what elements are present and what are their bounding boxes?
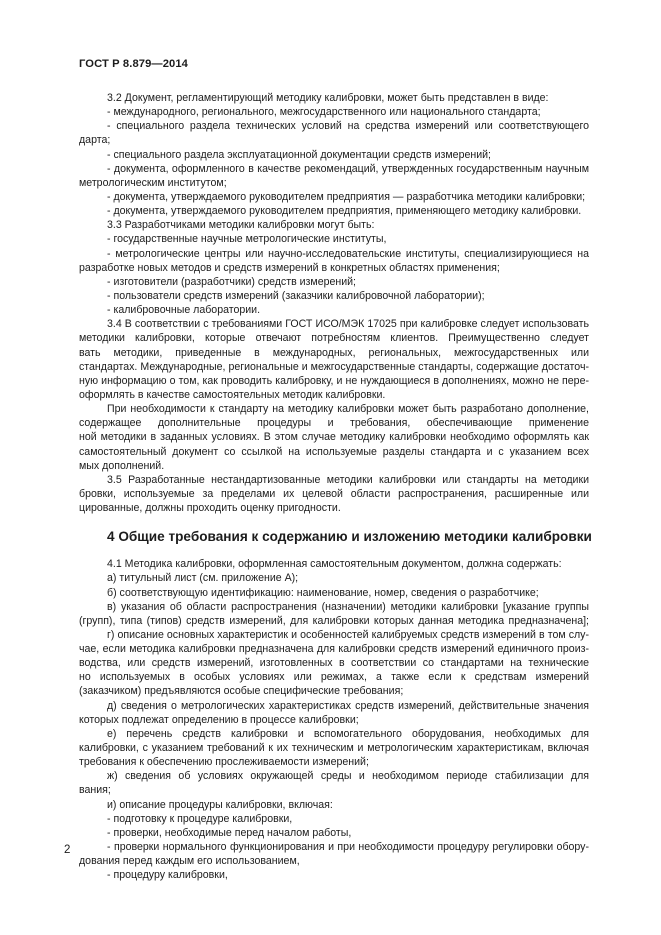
list-item: в) указания об области распространения (назначении) методики калибровки [указание группы xyxy=(107,600,589,613)
spacer xyxy=(79,548,589,557)
list-item: - документа, оформленного в качестве рекомендаций, утвержденных государственным научным xyxy=(107,162,589,175)
paragraph-line: вать методики, приведенные в международных, региональных, межгосударственных или xyxy=(79,346,589,359)
list-item: ж) сведения об условиях окружающей среды и необходимом периоде стабилизации для xyxy=(107,770,589,783)
paragraph-line: При необходимости к стандарту на методику калибровки может быть разработано дополнение, xyxy=(107,403,589,416)
paragraph-line: но используемых в особых условиях или режимах, а также если к средствам измерений xyxy=(79,671,589,684)
paragraph-line: цированные, должны проходить оценку пригодности. xyxy=(79,502,341,515)
paragraph-line: водства, или средств измерений, изготовленных в соответствии со стандартами на технические xyxy=(79,657,589,670)
list-item: г) описание основных характеристик и особенностей калибруемых средств измерений в том слу- xyxy=(107,628,589,641)
paragraph-line: дарта; xyxy=(79,134,111,147)
list-item: - документа, утверждаемого руководителем предприятия — разработчика методики калибровки; xyxy=(107,190,586,203)
paragraph-line: методики калибровки, которые отвечают потребностям клиентов. Преимущественно следует xyxy=(79,332,589,345)
paragraph-line: дования перед каждым его использованием, xyxy=(79,855,300,868)
paragraph-line: 3.3 Разработчиками методики калибровки могут быть: xyxy=(107,219,375,232)
paragraph-line: 4.1 Методика калибровки, оформленная самостоятельным документом, должна содержать: xyxy=(107,558,562,571)
paragraph-line: требования к обеспечению прослеживаемости измерений; xyxy=(79,756,369,769)
section-4 xyxy=(79,557,589,882)
paragraph-line: разработке новых методов и средств измерений в конкретных областях применения; xyxy=(79,261,500,274)
paragraph-line: вания; xyxy=(79,784,111,797)
list-item: - изготовители (разработчики) средств измерений; xyxy=(107,275,357,288)
paragraph-line: 3.2 Документ, регламентирующий методику калибровки, может быть представлен в виде: xyxy=(107,92,549,104)
list-item: - документа, утверждаемого руководителем предприятия, применяющего методику калибровки. xyxy=(107,205,582,218)
list-item: - специального раздела технических условий на средства измерений или соответствующего xyxy=(107,120,589,133)
section-4-heading: 4 Общие требования к содержанию и изложению методики калибровки xyxy=(107,529,592,545)
list-item: - пользователи средств измерений (заказчики калибровочной лаборатории); xyxy=(107,289,485,302)
list-item: - проверки нормального функционирования и при необходимости процедуру регулировки обору- xyxy=(107,841,589,854)
list-item: - процедуру калибровки, xyxy=(107,869,228,882)
list-item: - калибровочные лаборатории. xyxy=(107,304,261,317)
paragraph-line: 3.5 Разработанные нестандартизованные методики калибровки или стандарты на методики xyxy=(107,473,589,486)
document-body xyxy=(79,91,592,882)
list-item: а) титульный лист (см. приложение А); xyxy=(107,572,299,585)
paragraph-line: 3.4 В соответствии с требованиями ГОСТ ИСО/МЭК 17025 при калибровке следует использовать xyxy=(107,318,589,331)
paragraph-line: содержащее дополнительные процедуры и требования, обеспечивающие применение xyxy=(79,417,589,430)
page-number: 2 xyxy=(64,844,71,856)
spacer xyxy=(79,515,589,526)
section-3 xyxy=(79,91,589,515)
list-item: - метрологические центры или научно-исследовательские институты, специализирующиеся на xyxy=(107,247,589,260)
paragraph-line: (групп), типа (типов) средств измерений, для калибровки которых данная методика предназначена]; xyxy=(79,614,589,627)
document-header: ГОСТ Р 8.879—2014 xyxy=(79,58,188,70)
list-item: - специального раздела эксплуатационной документации средств измерений; xyxy=(107,148,491,161)
paragraph-line: (заказчиком) предъявляются особые специфические требования; xyxy=(79,685,404,698)
list-item: - проверки, необходимые перед началом работы, xyxy=(107,826,352,839)
paragraph-line: стандартах. Международные, региональные и межгосударственные стандарты, содержащие достаточ- xyxy=(79,360,589,373)
list-item: б) соответствующую идентификацию: наименование, номер, сведения о разработчике; xyxy=(107,586,539,599)
list-item: - подготовку к процедуре калибровки, xyxy=(107,812,293,825)
paragraph-line: ную информацию о том, как проводить калибровку, и не нуждающиеся в дополнениях, можно не пере- xyxy=(79,374,589,387)
paragraph-line: мых дополнений. xyxy=(79,459,165,472)
paragraph-line: бровки, используемые за пределами их целевой области распространения, расширенные или xyxy=(79,487,589,500)
paragraph-line: оформлять в качестве самостоятельных методик калибровки. xyxy=(79,388,386,401)
paragraph-line: калибровки, с указанием требований к их техническим и метрологическим характеристикам, включая xyxy=(79,742,589,755)
list-item: е) перечень средств калибровки и вспомогательного оборудования, необходимых для xyxy=(107,727,589,740)
paragraph-line: которых подлежат определению в процессе калибровки; xyxy=(79,713,359,726)
list-item: и) описание процедуры калибровки, включая: xyxy=(107,798,333,811)
paragraph-line: самостоятельный документ со ссылкой на используемые разделы стандарта и с указанием всех xyxy=(79,445,589,458)
list-item: - государственные научные метрологические институты, xyxy=(107,233,387,246)
paragraph-line: ной методики в заданных условиях. В этом случае методику калибровки необходимо оформлять как xyxy=(79,431,589,444)
paragraph-line: метрологическим институтом; xyxy=(79,176,227,189)
list-item: - международного, регионального, межгосударственного или национального стандарта; xyxy=(107,106,541,119)
paragraph-line: чае, если методика калибровки предназначена для калибровки средств измерений единичного произ- xyxy=(79,643,589,656)
list-item: д) сведения о метрологических характеристиках средств измерений, действительные значения xyxy=(107,699,589,712)
